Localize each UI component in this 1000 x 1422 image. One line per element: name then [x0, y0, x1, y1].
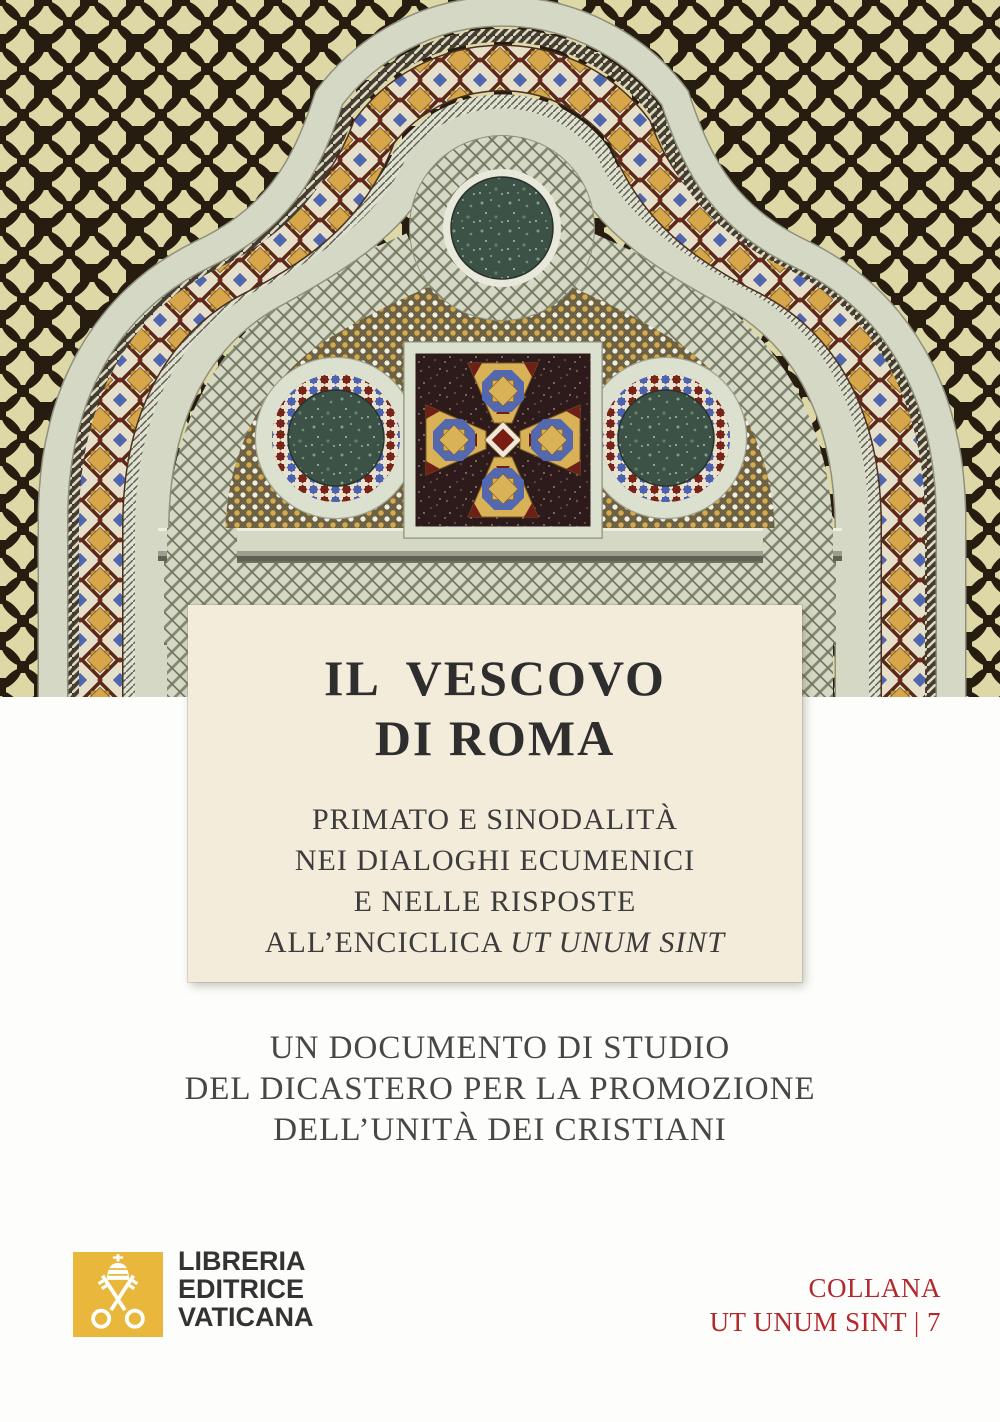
right-disc-medallion — [586, 358, 747, 519]
publisher-name-line: EDITRICE — [178, 1274, 305, 1304]
green-disc-right — [618, 390, 714, 486]
doc-line: DEL DICASTERO PER LA PROMOZIONE — [184, 1071, 816, 1107]
subtitle-line: PRIMATO E SINODALITÀ — [311, 803, 679, 836]
subtitle-line: E NELLE RISPOSTE — [353, 885, 637, 918]
vatican-crossed-keys-icon — [73, 1252, 163, 1337]
green-disc-left — [288, 390, 384, 486]
subtitle-line: NEI DIALOGHI ECUMENICI — [294, 844, 696, 877]
subtitle-line-encyclical: ALL’ENCICLICA UT UNUM SINT — [264, 926, 726, 959]
book-subtitle — [188, 799, 802, 963]
encyclical-title: UT UNUM SINT — [510, 926, 726, 959]
series-label — [710, 1271, 941, 1339]
central-cross-panel — [404, 342, 602, 538]
doc-line: UN DOCUMENTO DI STUDIO — [269, 1030, 731, 1066]
left-disc-medallion — [256, 358, 417, 519]
study-document-caption — [0, 1028, 1000, 1151]
publisher-logo — [73, 1252, 163, 1337]
doc-line: DELL’UNITÀ DEI CRISTIANI — [273, 1112, 727, 1148]
book-title-line2: DI ROMA — [374, 710, 616, 766]
series-line1: COLLANA — [808, 1273, 941, 1303]
title-panel — [188, 605, 802, 982]
mosaic-arch-photo — [0, 0, 1000, 697]
publisher-name-line: LIBRERIA — [178, 1246, 306, 1276]
series-line2: UT UNUM SINT | 7 — [709, 1307, 941, 1337]
mosaic-arch-art — [0, 0, 1000, 697]
publisher-name-line: VATICANA — [178, 1302, 314, 1332]
book-title-line1: IL VESCOVO — [324, 650, 666, 706]
green-disc-top — [451, 177, 553, 279]
apex-medallion — [410, 136, 594, 320]
publisher-name — [178, 1247, 314, 1331]
